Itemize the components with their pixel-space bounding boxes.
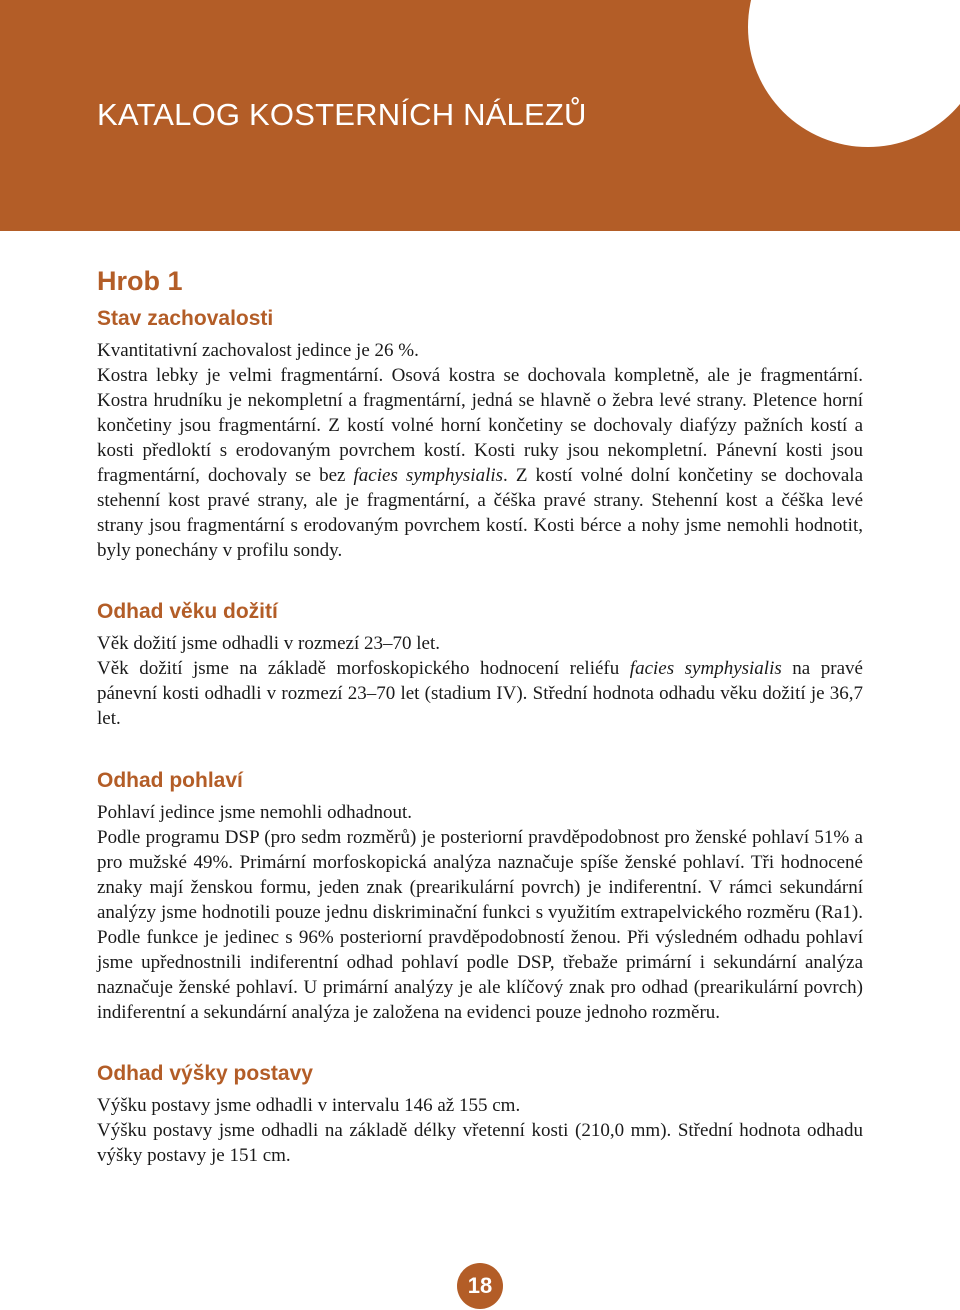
sex-paragraph-2: Podle programu DSP (pro sedm rozměrů) je posteriorní pravděpodobnost pro ženské pohlaví 51% a pro mužské 49%. Primární morfoskopická analýza naznačuje spíše ženské pohlaví. Tři hodnocené znaky mají ženskou formu, jeden znak (prearikulární povrch) je indiferentní. V rámci sekundární analýzy jsme hodnotili pouze jednu diskriminační funkci s využitím extrapelvického rozměru (Ra1). Podle funkce je jedinec s 96% posteriorní pravděpodobností ženou. Při výsledném odhadu pohlaví jsme upřednostnili indiferentní odhad pohlaví podle DSP, třebaže primární i sekundární analýza naznačuje ženské pohlaví. U primární analýzy je ale klíčový znak pro odhad (prearikulární povrch) indiferentní a sekundární analýza je založena na evidenci pouze jednoho rozměru. (97, 827, 863, 1023)
preservation-term-italic: facies symphysialis (353, 465, 504, 486)
page-title: KATALOG KOSTERNÍCH NÁLEZŮ (97, 97, 587, 132)
age-text-a: Věk dožití jsme na základě morfoskopického hodnocení reliéfu (97, 658, 630, 679)
stature-paragraph-1: Výšku postavy jsme odhadli v intervalu 146 až 155 cm. (97, 1095, 521, 1116)
stature-paragraph-2: Výšku postavy jsme odhadli na základě délky vřetenní kosti (210,0 mm). Střední hodnota odhadu výšky postavy je 151 cm. (97, 1120, 863, 1166)
section-stature (97, 1055, 863, 1168)
section-heading-stature: Odhad výšky postavy (97, 1062, 313, 1085)
age-paragraph-2 (97, 656, 863, 731)
header-decorative-circle (748, 0, 960, 147)
page-number: 18 (457, 1263, 503, 1309)
preservation-text-a: Kostra lebky je velmi fragmentární. Osová kostra se dochovala kompletně, ale je fragmentární. Kostra hrudníku je nekompletní a fragmentární, jedná se hlavně o žebra levé strany. Pletence horní končetiny jsou fragmentární. Z kostí volné horní končetiny se dochovaly diafýzy pažních kostí a kosti předloktí s erodovaným povrchem kostí. Kosti ruky jsou nekompletní. Pánevní kosti jsou fragmentární, dochovaly se bez (97, 365, 863, 486)
section-heading-sex: Odhad pohlaví (97, 769, 243, 792)
age-paragraph-1: Věk dožití jsme odhadli v rozmezí 23–70 let. (97, 633, 440, 654)
section-age (97, 593, 863, 731)
preservation-text-b: . Z kostí volné dolní končetiny se dochovala stehenní kost pravé strany, ale je fragmentární, a čéška pravé strany. Stehenní kost a čéška levé strany jsou fragmentární s erodovaným povrchem kostí. Kosti bérce a nohy jsme nemohli hodnotit, byly ponechány v profilu sondy. (97, 465, 863, 561)
sex-paragraph-1: Pohlaví jedince jsme nemohli odhadnout. (97, 802, 413, 823)
main-content (97, 262, 863, 1168)
section-heading-preservation: Stav zachovalosti (97, 307, 274, 330)
age-term-italic: facies symphysialis (629, 658, 782, 679)
preservation-paragraph-1: Kvantitativní zachovalost jedince je 26 %. (97, 340, 419, 361)
header-band (0, 0, 960, 231)
section-heading-age: Odhad věku dožití (97, 600, 278, 623)
preservation-paragraph-2 (97, 363, 863, 563)
section-preservation (97, 300, 863, 563)
section-sex (97, 762, 863, 1025)
grave-title: Hrob 1 (97, 266, 183, 296)
age-text-b: na pravé pánevní kosti odhadli v rozmezí 23–70 let (stadium IV). Střední hodnota odhadu věku dožití je 36,7 let. (97, 658, 863, 729)
